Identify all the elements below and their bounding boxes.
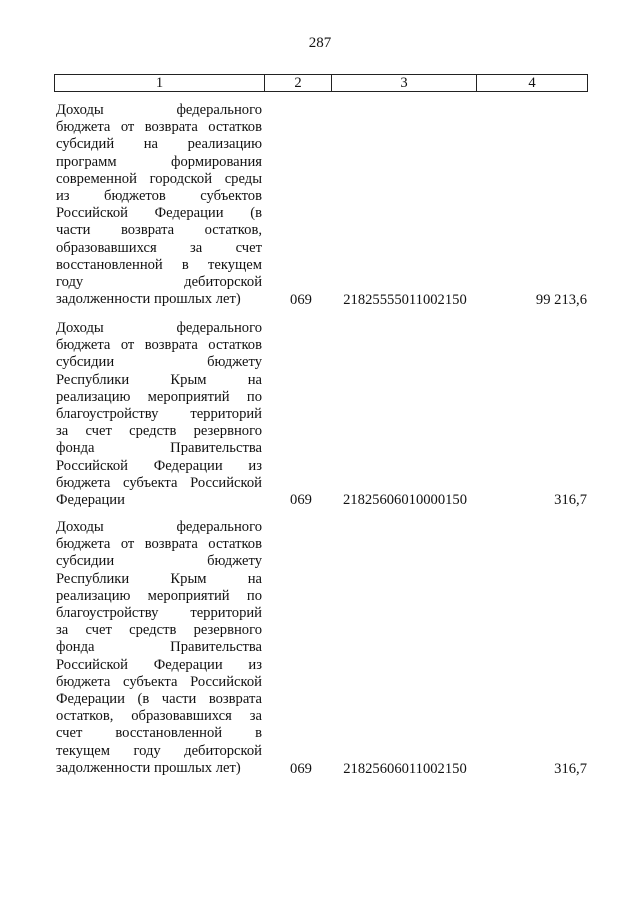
description-line: программ формирования <box>56 153 262 170</box>
row-description <box>56 519 262 777</box>
description-line: Доходы федерального <box>56 320 262 336</box>
budget-classification-code: 21825606011002150 <box>343 761 467 777</box>
description-line: задолженности прошлых лет) <box>56 291 241 308</box>
table-row <box>56 519 587 784</box>
description-line: за счет средств резервного <box>56 423 262 440</box>
column-header-1: 1 <box>55 75 265 92</box>
description-line: Российской Федерации из <box>56 457 262 474</box>
description-line: бюджета от возврата остатков <box>56 119 262 136</box>
description-line: счет восстановленной в <box>56 725 262 742</box>
description-line: восстановленной в текущем <box>56 256 262 273</box>
column-header-row <box>54 74 588 92</box>
column-header-2: 2 <box>265 75 332 92</box>
description-line: Доходы федерального <box>56 102 262 118</box>
description-line: благоустройству территорий <box>56 605 262 622</box>
description-line: субсидии бюджету <box>56 354 262 371</box>
amount-value: 316,7 <box>554 492 587 508</box>
description-line: реализацию мероприятий по <box>56 587 262 604</box>
budget-classification-code: 21825606010000150 <box>342 492 468 508</box>
column-header-4: 4 <box>477 75 588 92</box>
description-line: реализацию мероприятий по <box>56 388 262 405</box>
description-line: Российской Федерации из <box>56 656 262 673</box>
description-line: Российской Федерации (в <box>56 205 262 222</box>
description-line: части возврата остатков, <box>56 222 262 239</box>
description-line: за счет средств резервного <box>56 622 262 639</box>
description-line: Федерации (в части возврата <box>56 691 262 708</box>
description-line: фонда Правительства <box>56 639 262 656</box>
table-row <box>56 320 587 515</box>
description-line: Федерации <box>56 492 125 509</box>
description-line: бюджета от возврата остатков <box>56 337 262 354</box>
description-line: году дебиторской <box>56 274 262 291</box>
description-line: субсидии бюджету <box>56 553 262 570</box>
description-line: задолженности прошлых лет) <box>56 759 241 776</box>
description-line: бюджета от возврата остатков <box>56 536 262 553</box>
description-line: субсидий на реализацию <box>56 136 262 153</box>
amount-value: 316,7 <box>554 761 587 777</box>
column-header-3: 3 <box>332 75 477 92</box>
description-line: текущем году дебиторской <box>56 742 262 759</box>
description-line: Республики Крым на <box>56 570 262 587</box>
description-line: остатков, образовавшихся за <box>56 708 262 725</box>
row-description <box>56 320 262 509</box>
description-line: современной городской среды <box>56 170 262 187</box>
row-description <box>56 102 262 308</box>
admin-code: 069 <box>290 492 312 508</box>
description-line: бюджета субъекта Российской <box>56 474 262 491</box>
page-number: 287 <box>308 35 332 51</box>
budget-classification-code: 21825555011002150 <box>343 292 467 308</box>
amount-value: 99 213,6 <box>535 292 587 308</box>
description-line: образовавшихся за счет <box>56 239 262 256</box>
description-line: бюджета субъекта Российской <box>56 673 262 690</box>
description-line: Доходы федерального <box>56 519 262 535</box>
description-line: Республики Крым на <box>56 371 262 388</box>
admin-code: 069 <box>290 292 312 308</box>
admin-code: 069 <box>290 761 312 777</box>
table-row <box>56 102 587 314</box>
description-line: из бюджетов субъектов <box>56 188 262 205</box>
description-line: фонда Правительства <box>56 440 262 457</box>
description-line: благоустройству территорий <box>56 406 262 423</box>
